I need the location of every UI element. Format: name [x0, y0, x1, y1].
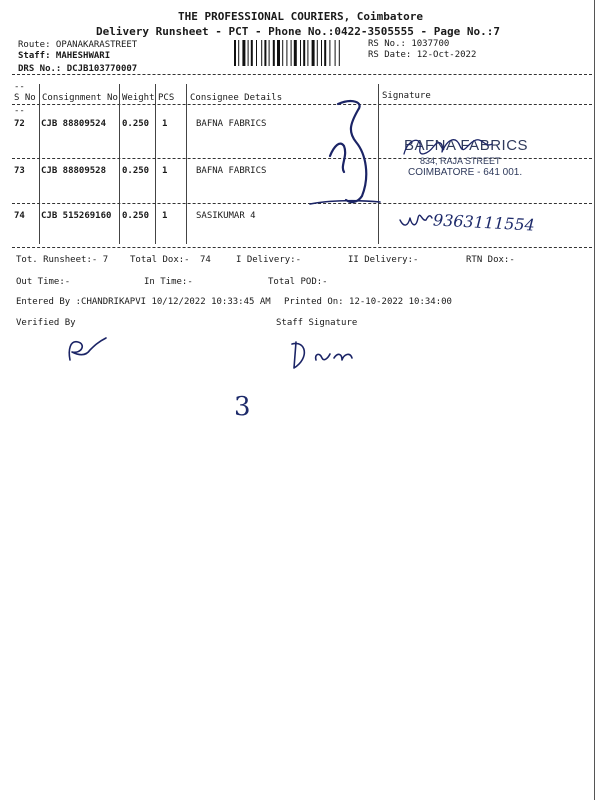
verified-signature-scribble	[60, 334, 120, 364]
row-weight: 0.250	[122, 166, 150, 176]
route-label: Route: OPANAKARASTREET	[18, 40, 138, 50]
row-weight: 0.250	[122, 119, 150, 129]
handwritten-page-mark: 3	[234, 392, 251, 422]
dash-marker: --	[14, 82, 25, 92]
row-consignment: CJB 515269160	[41, 211, 112, 221]
col-sno: S No	[14, 93, 36, 103]
col-weight: Weight	[122, 93, 155, 103]
staff-label: Staff: MAHESHWARI	[18, 51, 111, 61]
total-pod: Total POD:-	[268, 277, 328, 287]
rs-number: RS No.: 1037700	[368, 39, 450, 49]
row-pcs: 1	[162, 119, 168, 129]
row-sno: 72	[14, 119, 25, 129]
stamp-name: BAFNA FABRICS	[404, 137, 529, 154]
barcode-graphic	[234, 40, 362, 66]
stamp-street: 834, RAJA STREET	[420, 156, 501, 166]
col-signature: Signature	[382, 91, 431, 101]
i-delivery: I Delivery:-	[236, 255, 302, 265]
divider-line	[12, 74, 592, 75]
staff-signature-scribble	[284, 338, 364, 372]
runsheet-title: Delivery Runsheet - PCT - Phone No.:0422-3505555 - Page No.:7	[96, 25, 500, 38]
col-consignee: Consignee Details	[190, 93, 283, 103]
rs-date: RS Date: 12-Oct-2022	[368, 50, 477, 60]
row-consignee: BAFNA FABRICS	[196, 166, 267, 176]
delivery-signature-scribble	[300, 96, 390, 211]
entered-by: Entered By :CHANDRIKAPVI 10/12/2022 10:33:45 AM	[16, 297, 271, 307]
stamp-signature-scribble	[398, 128, 508, 168]
company-title: THE PROFESSIONAL COURIERS, Coimbatore	[178, 10, 424, 23]
col-pcs: PCS	[158, 93, 175, 103]
rtn-dox: RTN Dox:-	[466, 255, 515, 265]
col-consignment: Consignment No	[42, 93, 118, 103]
divider-line	[12, 247, 592, 248]
row-weight: 0.250	[122, 211, 150, 221]
row-consignee: SASIKUMAR 4	[196, 211, 256, 221]
row-pcs: 1	[162, 211, 168, 221]
row-consignment: CJB 88809524	[41, 119, 107, 129]
verified-by-label: Verified By	[16, 318, 76, 328]
total-dox-value: 74	[200, 255, 211, 265]
out-time: Out Time:-	[16, 277, 71, 287]
stamp-city: COIMBATORE - 641 001.	[408, 167, 523, 178]
handwritten-initials	[398, 206, 434, 230]
printed-on: Printed On: 12-10-2022 10:34:00	[284, 297, 452, 307]
ii-delivery: II Delivery:-	[348, 255, 419, 265]
column-rule	[119, 84, 120, 244]
staff-signature-label: Staff Signature	[276, 318, 358, 328]
row-consignment: CJB 88809528	[41, 166, 107, 176]
column-rule	[155, 84, 156, 244]
row-pcs: 1	[162, 166, 168, 176]
drs-number: DRS No.: DCJB103770007	[18, 64, 138, 74]
row-sno: 74	[14, 211, 25, 221]
in-time: In Time:-	[144, 277, 193, 287]
dash-marker: --	[14, 106, 25, 116]
column-rule	[39, 84, 40, 244]
row-sno: 73	[14, 166, 25, 176]
total-dox-label: Total Dox:-	[130, 255, 190, 265]
tot-runsheet: Tot. Runsheet:- 7	[16, 255, 109, 265]
handwritten-phone: 9363111554	[432, 210, 536, 235]
column-rule	[186, 84, 187, 244]
page-edge-line	[594, 0, 595, 800]
row-consignee: BAFNA FABRICS	[196, 119, 267, 129]
